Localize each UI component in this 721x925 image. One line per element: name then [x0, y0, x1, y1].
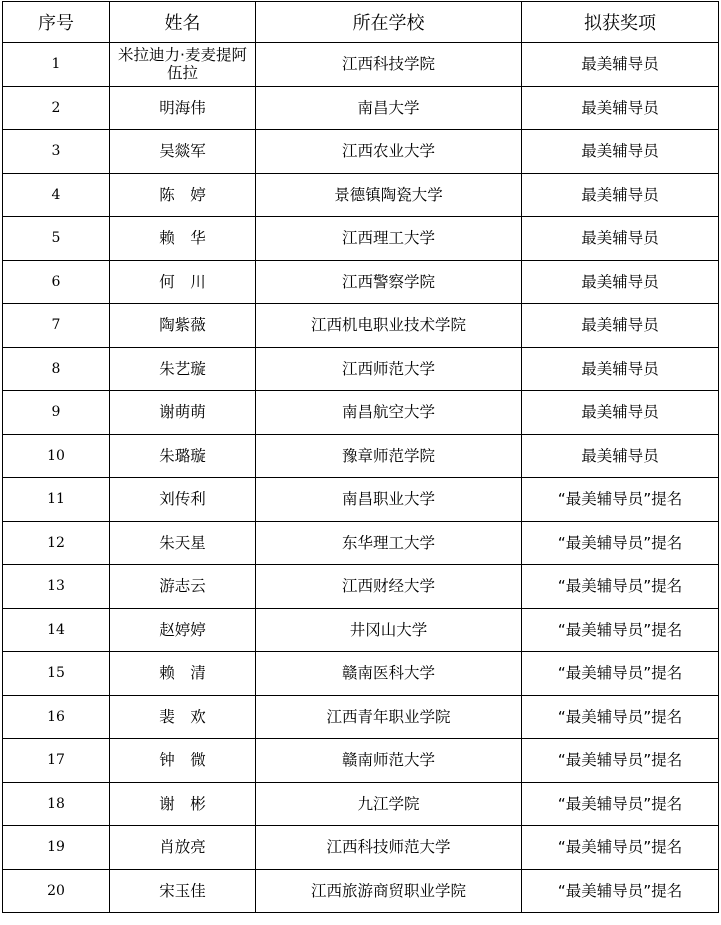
table-row	[3, 739, 719, 783]
cell-award: 最美辅导员	[522, 173, 719, 217]
cell-no: 19	[3, 826, 110, 870]
cell-name: 钟 微	[110, 739, 256, 783]
cell-name: 赖 华	[110, 217, 256, 261]
cell-name: 何 川	[110, 260, 256, 304]
header-row	[3, 2, 719, 43]
cell-name: 朱璐璇	[110, 434, 256, 478]
awards-table	[2, 1, 719, 913]
cell-school: 江西理工大学	[256, 217, 522, 261]
cell-name: 明海伟	[110, 86, 256, 130]
cell-school: 江西财经大学	[256, 565, 522, 609]
table-row	[3, 782, 719, 826]
cell-school: 九江学院	[256, 782, 522, 826]
cell-school: 南昌职业大学	[256, 478, 522, 522]
cell-name: 朱天星	[110, 521, 256, 565]
cell-name-text: 米拉迪力·麦麦提阿伍拉	[118, 46, 247, 83]
table-row	[3, 43, 719, 87]
cell-name: 谢 彬	[110, 782, 256, 826]
cell-award: “最美辅导员”提名	[522, 521, 719, 565]
cell-no: 9	[3, 391, 110, 435]
cell-school: 赣南医科大学	[256, 652, 522, 696]
cell-no: 13	[3, 565, 110, 609]
cell-award: “最美辅导员”提名	[522, 826, 719, 870]
cell-award: “最美辅导员”提名	[522, 652, 719, 696]
cell-award: 最美辅导员	[522, 260, 719, 304]
table-row	[3, 869, 719, 913]
table-row	[3, 521, 719, 565]
cell-no: 20	[3, 869, 110, 913]
cell-award: “最美辅导员”提名	[522, 565, 719, 609]
table-row	[3, 565, 719, 609]
cell-name: 朱艺璇	[110, 347, 256, 391]
cell-school: 江西科技学院	[256, 43, 522, 87]
table-row	[3, 652, 719, 696]
table-row	[3, 304, 719, 348]
table-row	[3, 86, 719, 130]
cell-school: 江西农业大学	[256, 130, 522, 174]
cell-school: 赣南师范大学	[256, 739, 522, 783]
cell-no: 2	[3, 86, 110, 130]
cell-no: 16	[3, 695, 110, 739]
cell-school: 景德镇陶瓷大学	[256, 173, 522, 217]
cell-school: 江西师范大学	[256, 347, 522, 391]
table-row	[3, 391, 719, 435]
cell-name: 宋玉佳	[110, 869, 256, 913]
cell-award: “最美辅导员”提名	[522, 608, 719, 652]
table-row	[3, 173, 719, 217]
cell-school: 江西警察学院	[256, 260, 522, 304]
cell-award: “最美辅导员”提名	[522, 695, 719, 739]
cell-name: 游志云	[110, 565, 256, 609]
cell-name: 陶紫薇	[110, 304, 256, 348]
cell-no: 17	[3, 739, 110, 783]
cell-no: 12	[3, 521, 110, 565]
cell-award: 最美辅导员	[522, 304, 719, 348]
cell-no: 4	[3, 173, 110, 217]
table-row	[3, 608, 719, 652]
cell-name: 吴燚军	[110, 130, 256, 174]
header-award: 拟获奖项	[522, 2, 719, 43]
cell-school: 豫章师范学院	[256, 434, 522, 478]
table-row	[3, 347, 719, 391]
cell-no: 10	[3, 434, 110, 478]
cell-award: 最美辅导员	[522, 347, 719, 391]
cell-name: 陈 婷	[110, 173, 256, 217]
cell-school: 南昌航空大学	[256, 391, 522, 435]
cell-no: 18	[3, 782, 110, 826]
cell-award: 最美辅导员	[522, 217, 719, 261]
cell-name: 肖放亮	[110, 826, 256, 870]
cell-award: 最美辅导员	[522, 130, 719, 174]
cell-no: 15	[3, 652, 110, 696]
cell-no: 5	[3, 217, 110, 261]
cell-school: 江西科技师范大学	[256, 826, 522, 870]
header-name: 姓名	[110, 2, 256, 43]
cell-no: 7	[3, 304, 110, 348]
cell-school: 井冈山大学	[256, 608, 522, 652]
cell-name: 赖 清	[110, 652, 256, 696]
table-row	[3, 217, 719, 261]
cell-name	[110, 43, 256, 87]
cell-no: 11	[3, 478, 110, 522]
table-row	[3, 130, 719, 174]
cell-school: 东华理工大学	[256, 521, 522, 565]
cell-school: 南昌大学	[256, 86, 522, 130]
cell-name: 裴 欢	[110, 695, 256, 739]
table-row	[3, 826, 719, 870]
header-school: 所在学校	[256, 2, 522, 43]
table-row	[3, 478, 719, 522]
cell-no: 14	[3, 608, 110, 652]
cell-award: “最美辅导员”提名	[522, 869, 719, 913]
table-row	[3, 434, 719, 478]
table-row	[3, 695, 719, 739]
cell-award: 最美辅导员	[522, 391, 719, 435]
table-row	[3, 260, 719, 304]
cell-no: 6	[3, 260, 110, 304]
cell-name: 谢萌萌	[110, 391, 256, 435]
cell-school: 江西青年职业学院	[256, 695, 522, 739]
header-no: 序号	[3, 2, 110, 43]
cell-award: “最美辅导员”提名	[522, 478, 719, 522]
cell-award: 最美辅导员	[522, 86, 719, 130]
cell-award: 最美辅导员	[522, 434, 719, 478]
cell-name: 刘传利	[110, 478, 256, 522]
cell-no: 3	[3, 130, 110, 174]
cell-school: 江西机电职业技术学院	[256, 304, 522, 348]
cell-award: “最美辅导员”提名	[522, 739, 719, 783]
cell-school: 江西旅游商贸职业学院	[256, 869, 522, 913]
cell-no: 1	[3, 43, 110, 87]
cell-award: “最美辅导员”提名	[522, 782, 719, 826]
cell-no: 8	[3, 347, 110, 391]
cell-name: 赵婷婷	[110, 608, 256, 652]
cell-award: 最美辅导员	[522, 43, 719, 87]
